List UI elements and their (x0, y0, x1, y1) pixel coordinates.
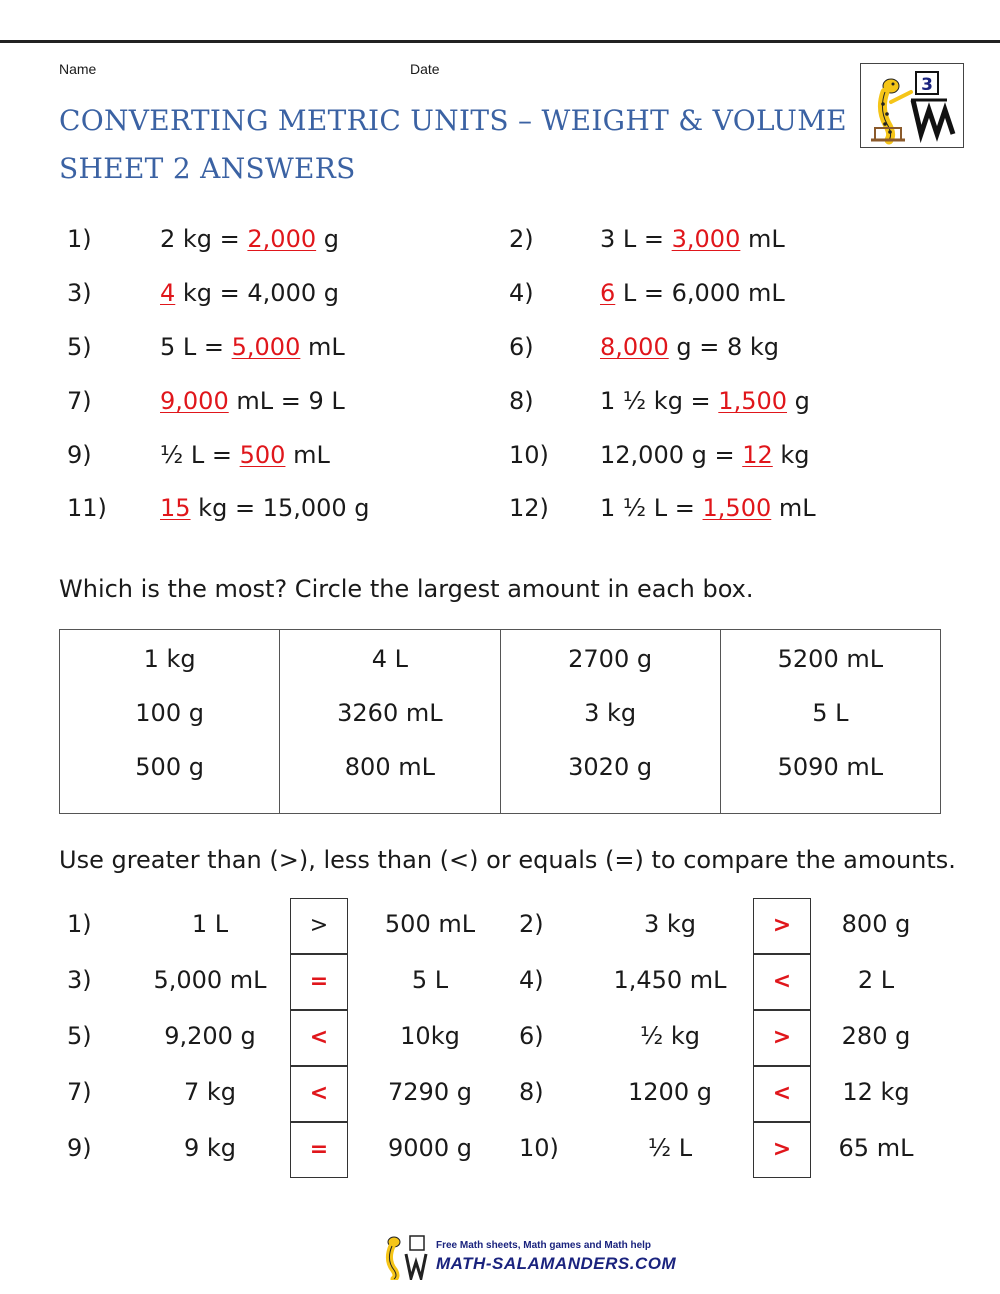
question-number: 10) (509, 441, 549, 469)
expression-before: 3 L = (600, 225, 672, 253)
compare-left-amount: 1,450 mL (613, 966, 727, 994)
expression-after: kg = 4,000 g (175, 279, 339, 307)
footer-salamander-icon (380, 1232, 432, 1280)
compare-left-amount: ½ L (647, 1134, 693, 1162)
expression-after: g (316, 225, 339, 253)
answer-value: 1,500 (718, 387, 788, 415)
compare-number: 2) (519, 910, 544, 938)
compare-left-amount: 5,000 mL (153, 966, 267, 994)
answer-value: 500 (239, 441, 286, 469)
question-number: 5) (67, 333, 92, 361)
question-expression (160, 387, 345, 415)
amount-item (60, 645, 279, 673)
compare-number: 9) (67, 1134, 92, 1162)
compare-right-amount: 12 kg (842, 1078, 910, 1106)
compare-symbol-box[interactable]: < (753, 1066, 811, 1122)
expression-after: L = 6,000 mL (615, 279, 785, 307)
amount-value: 5090 mL (777, 753, 884, 781)
compare-right-amount: 5 L (411, 966, 449, 994)
top-rule (0, 40, 1000, 43)
answer-value: 15 (160, 494, 191, 522)
expression-after: mL (771, 494, 816, 522)
amount-value: 4 L (371, 645, 409, 673)
expression-after: g (787, 387, 810, 415)
compare-right-amount: 9000 g (388, 1134, 472, 1162)
amount-value: 100 g (135, 699, 204, 727)
question-number: 9) (67, 441, 92, 469)
amount-value: 1 kg (143, 645, 196, 673)
compare-symbol-box[interactable]: > (753, 1010, 811, 1066)
amount-box (501, 630, 721, 813)
compare-symbol-box[interactable]: > (753, 1122, 811, 1178)
compare-left-amount: ½ kg (639, 1022, 701, 1050)
compare-number: 10) (519, 1134, 559, 1162)
expression-after: mL (300, 333, 345, 361)
expression-before: 2 kg = (160, 225, 248, 253)
expression-after: kg (772, 441, 810, 469)
question-number: 12) (509, 494, 549, 522)
question-expression (160, 225, 339, 253)
amount-value: 800 mL (344, 753, 435, 781)
compare-right-amount: 800 g (841, 910, 911, 938)
compare-number: 7) (67, 1078, 92, 1106)
question-expression (160, 333, 345, 361)
amount-item (721, 645, 940, 673)
question-number: 1) (67, 225, 92, 253)
amount-box (721, 630, 940, 813)
question-expression (600, 387, 810, 415)
amount-item (280, 699, 499, 727)
compare-number: 4) (519, 966, 544, 994)
compare-left-amount: 7 kg (183, 1078, 237, 1106)
amount-value: 5 L (812, 699, 849, 727)
amount-item (501, 753, 720, 781)
amount-item (501, 699, 720, 727)
amount-value: 5200 mL (777, 645, 884, 673)
amount-item (280, 645, 499, 673)
expression-before: ½ L = (160, 441, 240, 469)
compare-right-amount: 2 L (857, 966, 895, 994)
expression-after: mL (740, 225, 785, 253)
question-expression (160, 494, 370, 522)
question-expression (160, 441, 330, 469)
footer-logo (380, 1232, 677, 1280)
circle-instruction: Which is the most? Circle the largest amount in each box. (59, 575, 754, 603)
answer-value: 3,000 (671, 225, 741, 253)
compare-right-amount: 280 g (841, 1022, 911, 1050)
amount-value: 3260 mL (337, 699, 443, 727)
expression-before: 1 ½ kg = (600, 387, 719, 415)
question-number: 11) (67, 494, 107, 522)
question-number: 4) (509, 279, 534, 307)
math-salamanders-logo (860, 63, 964, 148)
date-label: Date (410, 61, 440, 77)
amount-value: 3 kg (584, 699, 637, 727)
question-expression (600, 225, 785, 253)
question-number: 6) (509, 333, 534, 361)
footer-site-name: MATH-SALAMANDERS.COM (436, 1254, 677, 1273)
answer-value: 12 (742, 441, 773, 469)
answer-value: 6 (600, 279, 616, 307)
amount-item (60, 699, 279, 727)
answer-value: 8,000 (600, 333, 669, 361)
compare-symbol-box[interactable]: > (290, 898, 348, 954)
compare-left-amount: 9,200 g (164, 1022, 256, 1050)
compare-number: 5) (67, 1022, 92, 1050)
compare-symbol-box[interactable]: < (290, 1010, 348, 1066)
logo-number: 3 (921, 75, 933, 95)
question-number: 3) (67, 279, 92, 307)
compare-number: 8) (519, 1078, 544, 1106)
expression-after: mL (285, 441, 330, 469)
amount-item (280, 753, 499, 781)
question-expression (160, 279, 339, 307)
compare-left-amount: 1200 g (628, 1078, 712, 1106)
question-expression (600, 441, 810, 469)
expression-after: mL = 9 L (228, 387, 345, 415)
compare-right-amount: 10kg (400, 1022, 460, 1050)
question-number: 7) (67, 387, 92, 415)
compare-number: 6) (519, 1022, 544, 1050)
answer-value: 1,500 (702, 494, 772, 522)
compare-right-amount: 500 mL (384, 910, 476, 938)
footer-tagline: Free Math sheets, Math games and Math help (436, 1240, 652, 1251)
question-expression (600, 494, 816, 522)
amount-value: 2700 g (568, 645, 653, 673)
compare-symbol-box[interactable]: = (290, 954, 348, 1010)
expression-after: kg = 15,000 g (190, 494, 370, 522)
page-subtitle: SHEET 2 ANSWERS (59, 152, 356, 185)
question-number: 2) (509, 225, 534, 253)
amount-value: 3020 g (568, 753, 653, 781)
amount-item (60, 753, 279, 781)
name-label: Name (59, 61, 97, 77)
amount-item (721, 753, 940, 781)
expression-before: 12,000 g = (600, 441, 743, 469)
compare-number: 3) (67, 966, 92, 994)
answer-value: 2,000 (247, 225, 317, 253)
question-expression (600, 333, 779, 361)
question-number: 8) (509, 387, 534, 415)
page-title: CONVERTING METRIC UNITS – WEIGHT & VOLUME (59, 104, 847, 137)
amount-box (280, 630, 500, 813)
expression-after: g = 8 kg (668, 333, 779, 361)
expression-before: 1 ½ L = (600, 494, 703, 522)
question-expression (600, 279, 785, 307)
amount-box (60, 630, 280, 813)
compare-symbol-box[interactable]: = (290, 1122, 348, 1178)
answer-value: 4 (160, 279, 176, 307)
compare-symbol-box[interactable]: > (753, 898, 811, 954)
amount-item (721, 699, 940, 727)
compare-symbol-box[interactable]: < (753, 954, 811, 1010)
compare-instruction: Use greater than (>), less than (<) or equals (=) to compare the amounts. (59, 846, 956, 874)
compare-symbol-box[interactable]: < (290, 1066, 348, 1122)
compare-left-amount: 3 kg (643, 910, 697, 938)
answer-value: 9,000 (160, 387, 229, 415)
compare-right-amount: 7290 g (388, 1078, 472, 1106)
amount-item (501, 645, 720, 673)
circle-boxes-table (59, 629, 941, 814)
compare-left-amount: 9 kg (183, 1134, 237, 1162)
expression-before: 5 L = (160, 333, 232, 361)
amount-value: 500 g (135, 753, 204, 781)
compare-left-amount: 1 L (191, 910, 229, 938)
answer-value: 5,000 (231, 333, 301, 361)
compare-number: 1) (67, 910, 92, 938)
salamander-logo-icon (861, 64, 963, 147)
compare-right-amount: 65 mL (838, 1134, 914, 1162)
